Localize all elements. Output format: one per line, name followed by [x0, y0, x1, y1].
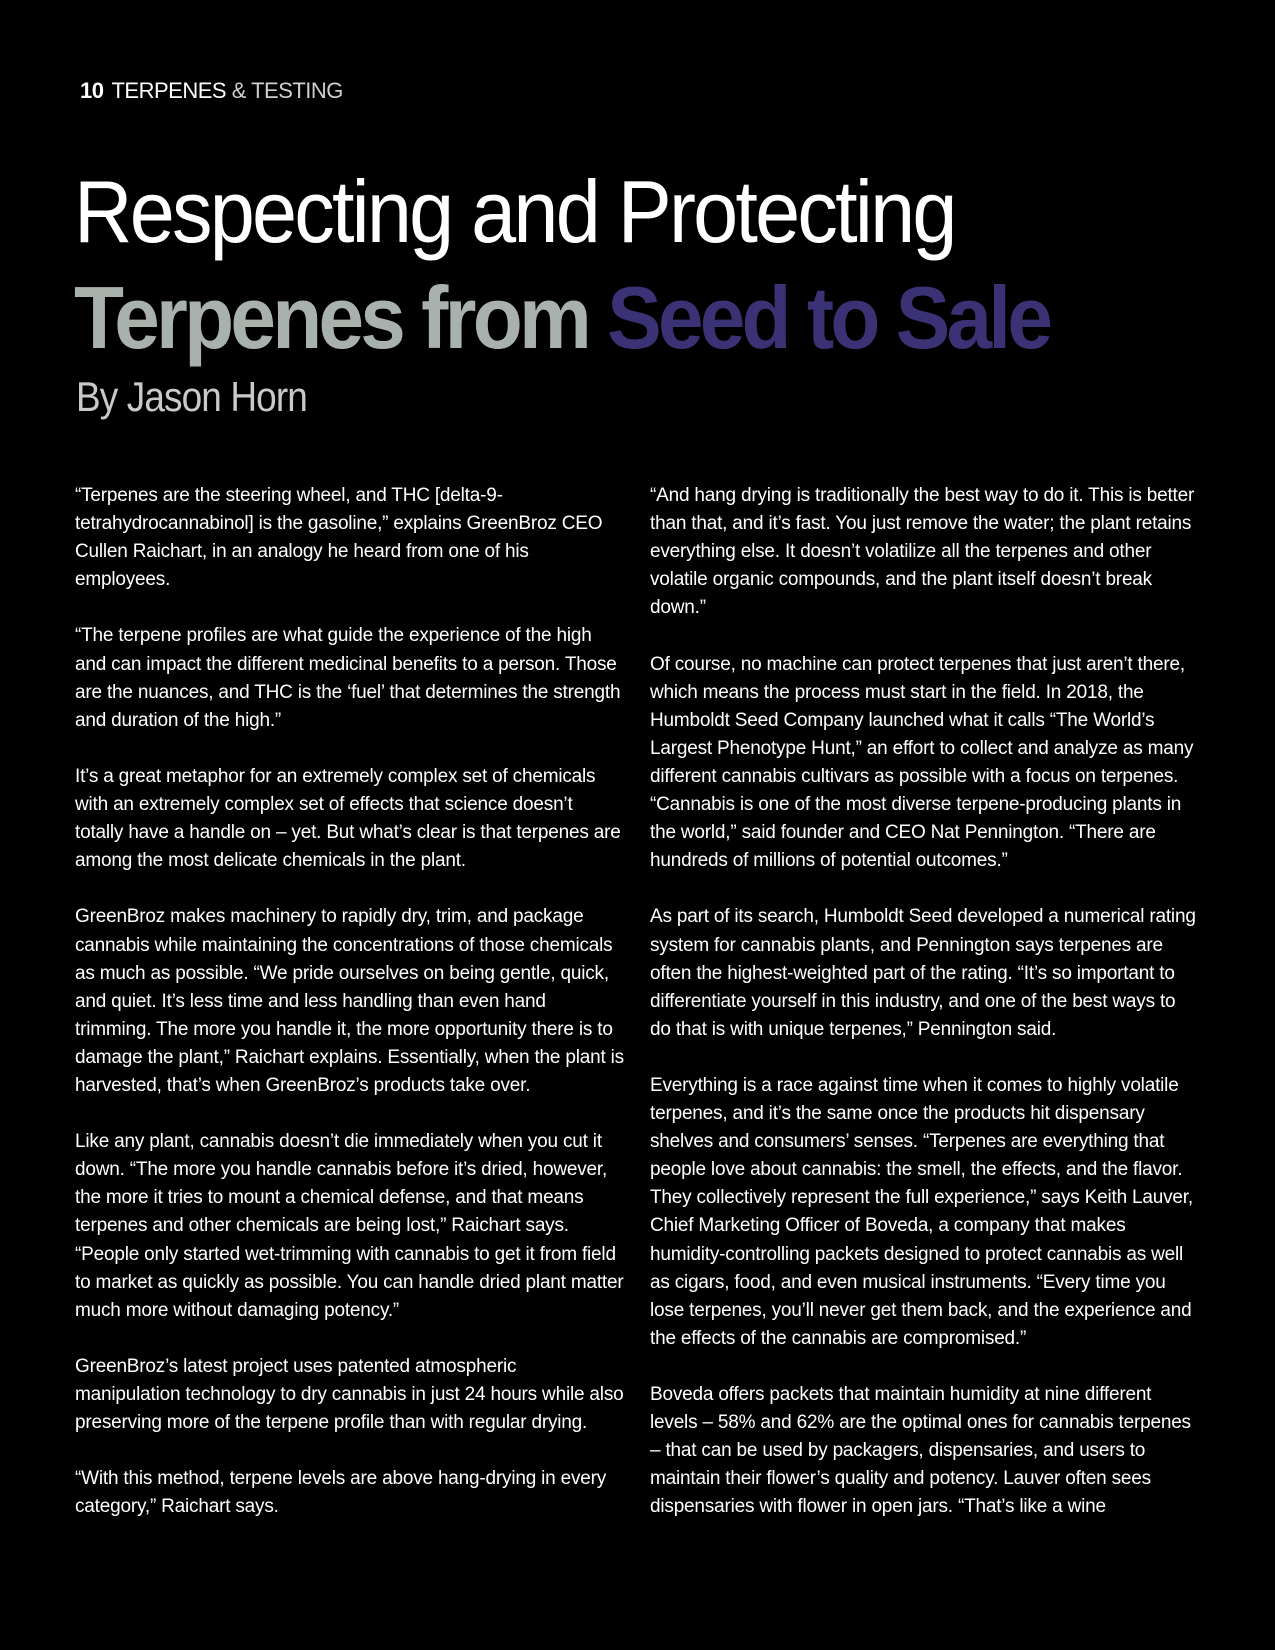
paragraph: “Terpenes are the steering wheel, and THC [delta-9-tetrahydrocannabinol] is the gasoline,” explains GreenBroz CEO Cullen Raichart, in an analogy he heard from one of his employees. [75, 485, 603, 591]
section-name-suffix: & TESTING [226, 78, 343, 103]
paragraph: Like any plant, cannabis doesn’t die immediately when you cut it down. “The more you handle cannabis before it’s dried, however, the more it tries to mount a chemical defense, and that means terpenes and other chemicals are being lost,” Raichart says. “People only started wet-trimming with cannabis to get it from field to market as quickly as possible. You can handle dried plant matter much more without damaging potency.” [75, 1131, 624, 1321]
paragraph: GreenBroz makes machinery to rapidly dry, trim, and package cannabis while maintaining the concentrations of those chemicals as much as possible. “We pride ourselves on being gentle, quick, and quiet. It’s less time and less handling than even hand trimming. The more you handle it, the more opportunity there is to damage the plant,” Raichart explains. Essentially, when the plant is harvested, that’s when GreenBroz’s products take over. [75, 906, 624, 1096]
paragraph: “The terpene profiles are what guide the experience of the high and can impact the different medicinal benefits to a person. Those are the nuances, and THC is the ‘fuel’ that determines the strength and duration of the high.” [75, 625, 621, 731]
paragraph: “And hang drying is traditionally the best way to do it. This is better than that, and it’s fast. You just remove the water; the plant retains everything else. It doesn’t volatilize all the terpenes and other volatile organic compounds, and the plant itself doesn’t break down.” [650, 485, 1195, 619]
paragraph: GreenBroz’s latest project uses patented atmospheric manipulation technology to dry cannabis in just 24 hours while also preserving more of the terpene profile than with regular drying. [75, 1355, 624, 1434]
paragraph: Boveda offers packets that maintain humidity at nine different levels – 58% and 62% are the optimal ones for cannabis terpenes – that can be used by packagers, dispensaries, and users to maintain their flower’s quality and potency. Lauver often sees dispensaries with flower in open jars. “That’s like a wine [650, 1384, 1191, 1518]
title-gray-part: Terpenes from [74, 268, 608, 367]
paragraph: Everything is a race against time when it comes to highly volatile terpenes, and it’s the same once the products hit dispensary shelves and consumers’ senses. “Terpenes are everything that people love about cannabis: the smell, the effects, and the flavor. They collectively represent the full experience,” says Keith Lauver, Chief Marketing Officer of Boveda, a company that makes humidity-controlling packets designed to protect cannabis as well as cigars, food, and even musical instruments. “Every time you lose terpenes, you’ll never get them back, and the experience and the effects of the cannabis are compromised.” [650, 1074, 1193, 1349]
article-title-line-1: Respecting and Protecting [74, 162, 955, 261]
paragraph: “With this method, terpene levels are above hang-drying in every category,” Raichart says. [75, 1468, 607, 1518]
running-header [80, 78, 343, 104]
paragraph: It’s a great metaphor for an extremely complex set of chemicals with an extremely complex set of effects that science doesn’t totally have a handle on – yet. But what’s clear is that terpenes are among the most delicate chemicals in the plant. [75, 765, 621, 872]
byline: By Jason Horn [76, 373, 307, 420]
article-title-line-2 [74, 268, 1049, 368]
title-purple-part: Seed to Sale [607, 268, 1050, 367]
left-column [75, 482, 625, 1550]
section-name: TERPENES [111, 78, 227, 103]
page-number: 10 [80, 78, 104, 103]
right-column [650, 482, 1200, 1550]
paragraph: Of course, no machine can protect terpenes that just aren’t there, which means the process must start in the field. In 2018, the Humboldt Seed Company launched what it calls “The World’s Largest Phenotype Hunt,” an effort to collect and analyze as many different cannabis cultivars as possible with a focus on terpenes. “Cannabis is one of the most diverse terpene-producing plants in the world,” said founder and CEO Nat Pennington. “There are hundreds of millions of potential outcomes.” [650, 653, 1194, 872]
paragraph: As part of its search, Humboldt Seed developed a numerical rating system for cannabis plants, and Pennington says terpenes are often the highest-weighted part of the rating. “It’s so important to differentiate yourself in this industry, and one of the best ways to do that is with unique terpenes,” Pennington said. [650, 906, 1196, 1040]
